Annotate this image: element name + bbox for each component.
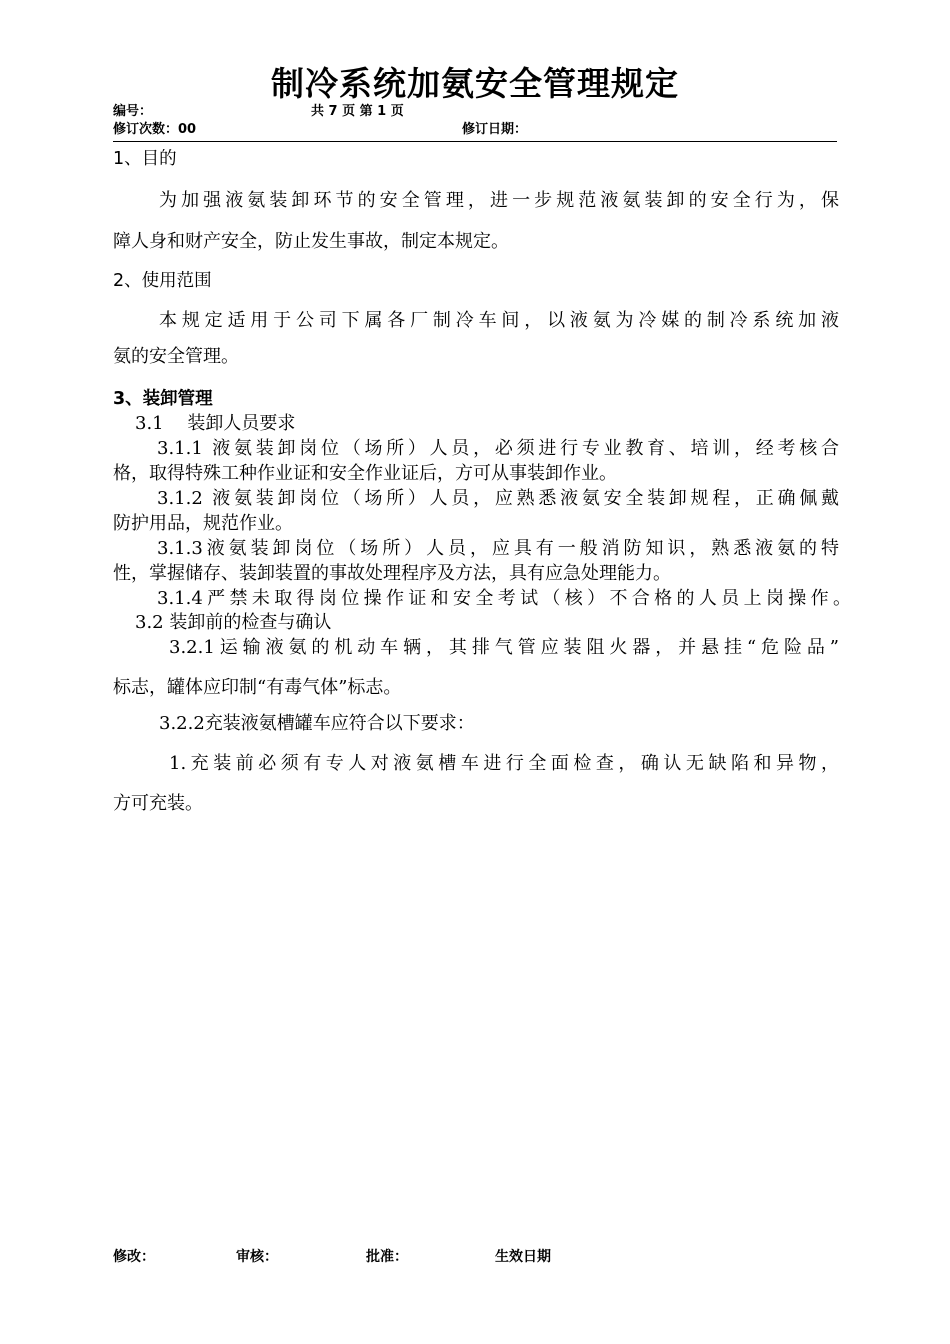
section-2-heading: 2、使用范围 [113,271,212,291]
document-title: 制冷系统加氨安全管理规定 [271,64,679,103]
paragraph-line: 障人身和财产安全，防止发生事故，制定本规定。 [113,231,509,252]
page-info: 共 7 页 第 1 页 [311,104,404,119]
approve-label: 批准： [366,1249,408,1265]
code-label: 编号： [113,104,153,119]
section-1-heading: 1、目的 [113,149,177,169]
section-3-heading: 3、装卸管理 [113,389,213,409]
list-item: 1.充装前必须有专人对液氨槽车进行全面检查，确认无缺陷和异物， [169,753,839,774]
revision-count-label: 修订次数：00 [113,122,197,137]
clause-3-1-1: 3.1.1 液氨装卸岗位（场所）人员，必须进行专业教育、培训，经考核合 [157,438,839,459]
clause-3-2-1-cont: 标志，罐体应印制“有毒气体”标志。 [113,677,402,698]
clause-3-1-4: 3.1.4严禁未取得岗位操作证和安全考试（核）不合格的人员上岗操作。 [157,588,851,609]
clause-3-1-2: 3.1.2 液氨装卸岗位（场所）人员，应熟悉液氨安全装卸规程，正确佩戴 [157,488,839,509]
clause-3-1-2-cont: 防护用品，规范作业。 [113,513,293,534]
paragraph-line: 本规定适用于公司下属各厂制冷车间，以液氨为冷媒的制冷系统加液 [159,310,839,331]
clause-3-2-1: 3.2.1运输液氨的机动车辆，其排气管应装阻火器，并悬挂“危险品” [169,637,839,658]
clause-3-1-1-cont: 格，取得特殊工种作业证和安全作业证后，方可从事装卸作业。 [113,463,617,484]
subsection-3-1-heading: 3.1 装卸人员要求 [135,413,296,434]
header-divider [113,141,837,142]
clause-3-2-2: 3.2.2充装液氨槽罐车应符合以下要求： [159,713,475,734]
paragraph-line: 氨的安全管理。 [113,346,239,367]
review-label: 审核： [236,1249,278,1265]
effective-date-label: 生效日期 [495,1249,551,1265]
revision-date-label: 修订日期： [462,122,528,137]
modify-label: 修改： [113,1249,155,1265]
paragraph-line: 为加强液氨装卸环节的安全管理，进一步规范液氨装卸的安全行为，保 [159,190,839,211]
clause-3-1-3: 3.1.3液氨装卸岗位（场所）人员，应具有一般消防知识，熟悉液氨的特 [157,538,839,559]
subsection-3-2-heading: 3.2 装卸前的检查与确认 [135,612,332,633]
clause-3-1-3-cont: 性，掌握储存、装卸装置的事故处理程序及方法，具有应急处理能力。 [113,563,671,584]
list-item-cont: 方可充装。 [113,793,203,814]
